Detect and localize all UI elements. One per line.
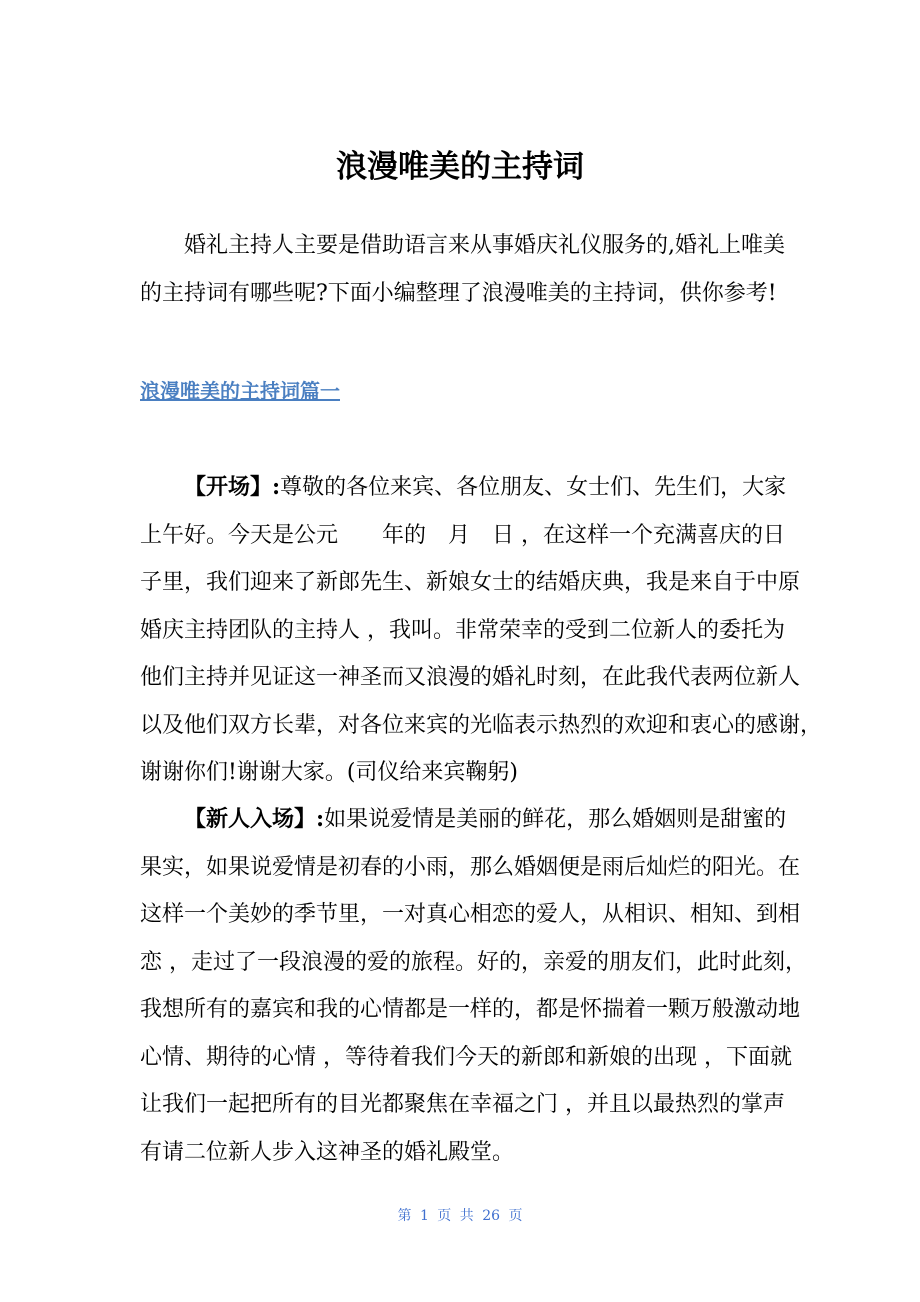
line-text: 如果说爱情是美丽的鲜花，那么婚姻则是甜蜜的 (324, 807, 787, 832)
text-line: 这样一个美妙的季节里，一对真心相恋的爱人，从相识、相知、到相 (140, 902, 801, 927)
text-line: 他们主持并见证这一神圣而又浪漫的婚礼时刻，在此我代表两位新人 (140, 665, 801, 690)
text-line: 我想所有的嘉宾和我的心情都是一样的，都是怀揣着一颗万般激动地 (140, 997, 801, 1022)
text-line: 子里，我们迎来了新郎先生、新娘女士的结婚庆典，我是来自于中原 (140, 570, 801, 595)
paragraph-entrance (140, 796, 807, 1176)
text-line: 以及他们双方长辈，对各位来宾的光临表示热烈的欢迎和衷心的感谢， (140, 712, 823, 738)
section-heading-link[interactable]: 浪漫唯美的主持词篇一 (140, 379, 340, 403)
text-line: 恋 ，走过了一段浪漫的爱的旅程。好的，亲爱的朋友们，此时此刻， (140, 949, 807, 975)
text-line: 婚庆主持团队的主持人 ，我叫。非常荣幸的受到二位新人的委托为 (140, 617, 785, 643)
intro-paragraph (140, 222, 785, 317)
text-line: 婚礼主持人主要是借助语言来从事婚庆礼仪服务的,婚礼上唯美 (184, 233, 785, 258)
text-line: 让我们一起把所有的目光都聚焦在幸福之门 ，并且以最热烈的掌声 (140, 1092, 785, 1117)
text-line: 心情、期待的心情 ，等待着我们今天的新郎和新娘的出现 ，下面就 (140, 1044, 792, 1070)
paragraph-label: 【新人入场】: (184, 806, 325, 832)
text-line (140, 464, 787, 512)
line-text: 尊敬的各位来宾、各位朋友、女士们、先生们，大家 (280, 475, 787, 500)
text-line (140, 796, 787, 844)
text-line: 谢谢你们!谢谢大家。(司仪给来宾鞠躬) (140, 760, 519, 785)
text-line: 的主持词有哪些呢?下面小编整理了浪漫唯美的主持词，供你参考! (140, 280, 777, 306)
text-line: 有请二位新人步入这神圣的婚礼殿堂。 (140, 1139, 515, 1165)
text-line: 果实，如果说爱情是初春的小雨，那么婚姻便是雨后灿烂的阳光。在 (140, 854, 801, 880)
page-number-footer: 第 1 页 共 26 页 (397, 1208, 523, 1224)
text-line: 上午好。今天是公元 年的 月 日 ，在这样一个充满喜庆的日 (140, 522, 785, 548)
paragraph-label: 【开场】: (184, 474, 281, 500)
document-title: 浪漫唯美的主持词 (336, 149, 584, 185)
paragraph-opening (140, 464, 823, 797)
